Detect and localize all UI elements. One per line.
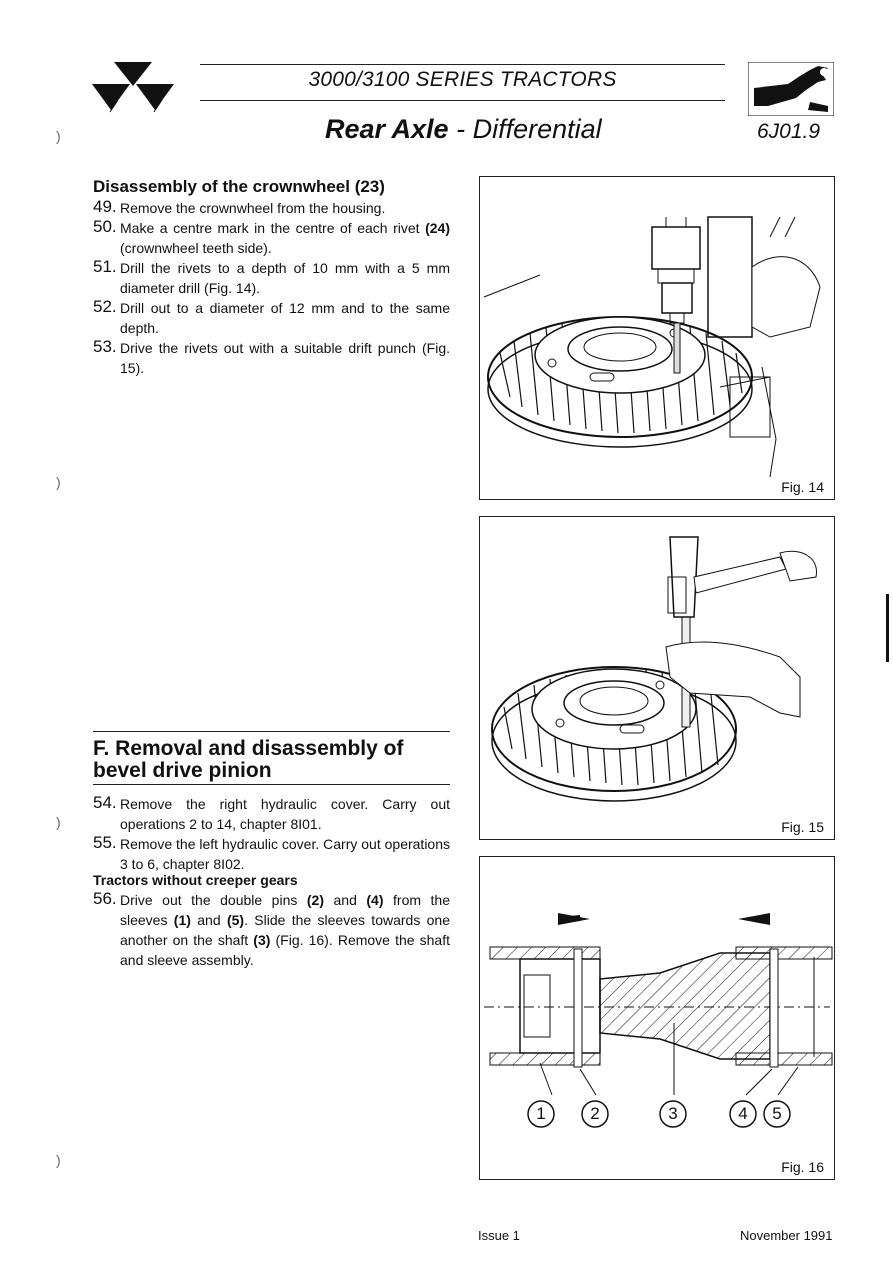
- step-text: from the sleeves: [120, 892, 450, 928]
- step-55: [93, 834, 450, 874]
- binder-hole-mark: ): [56, 474, 61, 490]
- figure-16-label: Fig. 16: [781, 1159, 824, 1175]
- header-rule-top: [200, 64, 725, 65]
- binder-hole-mark: ): [56, 814, 61, 830]
- step-text: Drill out to a diameter of 12 mm and to the same depth.: [120, 300, 450, 336]
- creeper-subheading: Tractors without creeper gears: [93, 872, 298, 888]
- callout-1-label: 1: [536, 1104, 546, 1123]
- step-text: Drive the rivets out with a suitable drift punch (Fig. 15).: [120, 340, 450, 376]
- step-ref: (3): [253, 932, 271, 948]
- pinion-steps: [93, 794, 450, 874]
- callout-3-label: 3: [668, 1104, 678, 1123]
- step-53: [93, 338, 450, 378]
- series-title: 3000/3100 SERIES TRACTORS: [308, 68, 617, 91]
- crownwheel-steps: [93, 198, 450, 378]
- step-number: 51.: [93, 257, 117, 276]
- callout-5-label: 5: [772, 1104, 782, 1123]
- header-rule-bottom: [200, 100, 725, 101]
- section-title-rest: - Differential: [448, 114, 602, 144]
- binder-hole-mark: ): [56, 128, 61, 144]
- step-51: [93, 258, 450, 298]
- step-number: 50.: [93, 217, 117, 236]
- section-f-heading: F. Removal and disassembly of bevel drive pinion: [93, 737, 404, 782]
- step-text: Drill the rivets to a depth of 10 mm with a 5 mm diameter drill (Fig. 14).: [120, 260, 450, 296]
- figure-14: [479, 176, 835, 500]
- step-number: 53.: [93, 337, 117, 356]
- step-number: 54.: [93, 793, 117, 812]
- section-f-rule-bottom: [93, 784, 450, 785]
- page-code: 6J01.9: [757, 120, 821, 143]
- step-number: 55.: [93, 833, 117, 852]
- footer-issue: Issue 1: [478, 1228, 520, 1243]
- step-ref: (2): [306, 892, 324, 908]
- step56-list: [93, 890, 450, 970]
- step-number: 56.: [93, 889, 117, 908]
- crownwheel-heading: Disassembly of the crownwheel (23): [93, 177, 385, 196]
- step-text: Make a centre mark in the centre of each rivet: [120, 220, 426, 236]
- step-54: [93, 794, 450, 834]
- section-f-rule-top: [93, 731, 450, 732]
- step-number: 52.: [93, 297, 117, 316]
- figure-15: [479, 516, 835, 840]
- step-text: (crownwheel teeth side).: [120, 240, 272, 256]
- step-49: [93, 198, 450, 218]
- step-50: [93, 218, 450, 258]
- step-ref: (24): [425, 220, 450, 236]
- step-ref: (1): [173, 912, 191, 928]
- footer-date: November 1991: [740, 1228, 833, 1243]
- step-number: 49.: [93, 197, 117, 216]
- section-title-bold: Rear Axle: [325, 114, 449, 144]
- pinion-shaft-section-illustration: [480, 857, 834, 1179]
- step-ref: (4): [366, 892, 384, 908]
- drilling-crownwheel-illustration: [480, 177, 834, 499]
- binder-hole-mark: ): [56, 1152, 61, 1168]
- margin-tab: [886, 594, 889, 662]
- callout-2-label: 2: [590, 1104, 600, 1123]
- punching-rivets-illustration: [480, 517, 834, 839]
- step-text: . Slide the sleeves towards one another on the shaft: [120, 912, 451, 948]
- step-52: [93, 298, 450, 338]
- step-ref: (5): [226, 912, 245, 928]
- figure-14-label: Fig. 14: [781, 479, 824, 495]
- brand-logo-icon: [92, 62, 174, 118]
- step-text: (Fig. 16). Remove the shaft and sleeve assembly.: [120, 932, 450, 968]
- figure-16: [479, 856, 835, 1180]
- step-text: and: [190, 912, 227, 928]
- step-56: [93, 890, 450, 970]
- step-text: and: [324, 892, 367, 908]
- arrow-left-icon: [738, 913, 770, 925]
- step-text: Remove the right hydraulic cover. Carry out operations 2 to 14, chapter 8I01.: [120, 796, 450, 832]
- step-text: Remove the left hydraulic cover. Carry out operations 3 to 6, chapter 8I02.: [120, 836, 450, 872]
- section-title: [325, 114, 602, 145]
- hand-wrench-icon: [748, 62, 834, 116]
- step-text: Remove the crownwheel from the housing.: [120, 200, 386, 216]
- step-text: Drive out the double pins: [120, 892, 307, 908]
- figure-15-label: Fig. 15: [781, 819, 824, 835]
- callout-4-label: 4: [738, 1104, 748, 1123]
